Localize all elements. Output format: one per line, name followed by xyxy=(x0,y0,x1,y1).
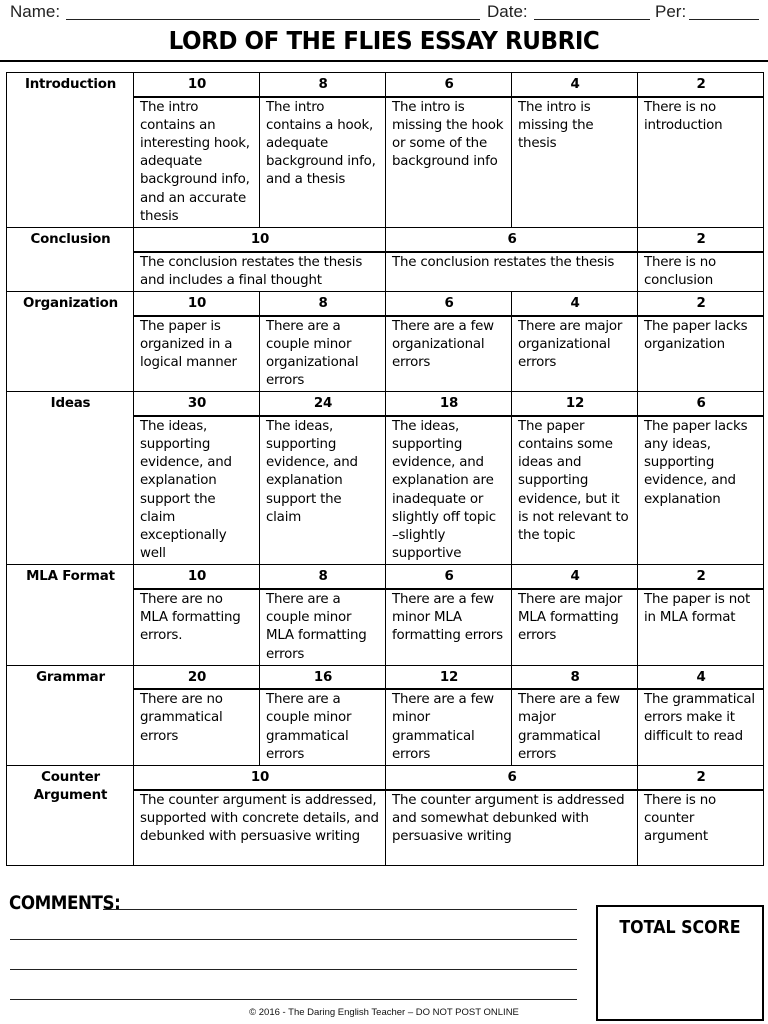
name-label: Name: xyxy=(10,2,61,21)
rubric-row-counter-argument xyxy=(7,766,764,790)
points-cell: 2 xyxy=(638,228,764,252)
comments-label: COMMENTS: xyxy=(9,892,121,914)
points-cell: 6 xyxy=(386,292,512,316)
points-cell: 16 xyxy=(260,665,386,689)
description-cell: There are no grammatical errors xyxy=(134,689,260,765)
description-cell: The paper lacks any ideas, supporting evidence, and explanation xyxy=(638,416,764,565)
description-cell: There are no MLA formatting errors. xyxy=(134,589,260,665)
points-cell: 10 xyxy=(134,766,386,790)
description-cell: The intro contains a hook, adequate background info, and a thesis xyxy=(260,97,386,228)
description-cell: There are a couple minor MLA formatting errors xyxy=(260,589,386,665)
description-cell: There are a few minor grammatical errors xyxy=(386,689,512,765)
description-cell: There is no counter argument xyxy=(638,790,764,866)
points-cell: 4 xyxy=(512,292,638,316)
copyright-footer: © 2016 - The Daring English Teacher – DO NOT POST ONLINE xyxy=(249,1007,519,1018)
points-cell: 12 xyxy=(512,392,638,416)
points-cell: 18 xyxy=(386,392,512,416)
description-cell: The counter argument is addressed and somewhat debunked with persuasive writing xyxy=(386,790,638,866)
rubric-row-introduction xyxy=(7,73,764,97)
description-cell: The counter argument is addressed, supported with concrete details, and debunked with persuasive writing xyxy=(134,790,386,866)
points-cell: 6 xyxy=(386,228,638,252)
comments-line[interactable] xyxy=(103,909,577,910)
points-cell: 6 xyxy=(638,392,764,416)
description-cell: The grammatical errors make it difficult to read xyxy=(638,689,764,765)
comments-line[interactable] xyxy=(10,999,577,1000)
description-cell: The ideas, supporting evidence, and explanation support the claim xyxy=(260,416,386,565)
total-score-box[interactable] xyxy=(596,905,764,1021)
rubric-row-mla-format xyxy=(7,565,764,589)
points-cell: 10 xyxy=(134,73,260,97)
date-label: Date: xyxy=(487,2,528,21)
description-cell: The intro is missing the thesis xyxy=(512,97,638,228)
points-cell: 12 xyxy=(386,665,512,689)
points-cell: 6 xyxy=(386,766,638,790)
points-cell: 2 xyxy=(638,565,764,589)
comments-line[interactable] xyxy=(10,969,577,970)
points-cell: 2 xyxy=(638,73,764,97)
points-cell: 10 xyxy=(134,292,260,316)
title-divider xyxy=(0,60,768,62)
rubric-row-conclusion xyxy=(7,228,764,252)
description-cell: There are a few minor MLA formatting errors xyxy=(386,589,512,665)
description-cell: The conclusion restates the thesis xyxy=(386,252,638,292)
period-field[interactable] xyxy=(689,19,759,20)
description-cell: The ideas, supporting evidence, and explanation support the claim exceptionally well xyxy=(134,416,260,565)
description-cell: There are a few organizational errors xyxy=(386,316,512,392)
rubric-row-organization xyxy=(7,292,764,316)
rubric-row-grammar xyxy=(7,665,764,689)
description-cell: The intro contains an interesting hook, adequate background info, and an accurate thesis xyxy=(134,97,260,228)
page-title: LORD OF THE FLIES ESSAY RUBRIC xyxy=(168,26,600,55)
criterion-label: Grammar xyxy=(7,665,134,765)
points-cell: 8 xyxy=(260,292,386,316)
description-cell: The paper lacks organization xyxy=(638,316,764,392)
description-cell: There are a couple minor grammatical errors xyxy=(260,689,386,765)
points-cell: 6 xyxy=(386,73,512,97)
description-cell: There are a few major grammatical errors xyxy=(512,689,638,765)
points-cell: 6 xyxy=(386,565,512,589)
description-cell: There is no conclusion xyxy=(638,252,764,292)
description-cell: The paper contains some ideas and supporting evidence, but it is not relevant to the topic xyxy=(512,416,638,565)
rubric-table xyxy=(6,72,764,866)
criterion-label: MLA Format xyxy=(7,565,134,665)
points-cell: 2 xyxy=(638,766,764,790)
points-cell: 4 xyxy=(512,565,638,589)
total-score-label: TOTAL SCORE xyxy=(619,917,741,938)
points-cell: 24 xyxy=(260,392,386,416)
student-info-header xyxy=(0,0,768,24)
criterion-label: Organization xyxy=(7,292,134,392)
rubric-row-ideas xyxy=(7,392,764,416)
description-cell: The paper is organized in a logical manner xyxy=(134,316,260,392)
points-cell: 8 xyxy=(512,665,638,689)
points-cell: 20 xyxy=(134,665,260,689)
description-cell: The conclusion restates the thesis and includes a final thought xyxy=(134,252,386,292)
points-cell: 10 xyxy=(134,565,260,589)
points-cell: 8 xyxy=(260,73,386,97)
description-cell: There are major MLA formatting errors xyxy=(512,589,638,665)
description-cell: There are a couple minor organizational errors xyxy=(260,316,386,392)
description-cell: There are major organizational errors xyxy=(512,316,638,392)
points-cell: 30 xyxy=(134,392,260,416)
criterion-label: Conclusion xyxy=(7,228,134,292)
description-cell: There is no introduction xyxy=(638,97,764,228)
points-cell: 4 xyxy=(512,73,638,97)
criterion-label: Ideas xyxy=(7,392,134,565)
description-cell: The ideas, supporting evidence, and explanation are inadequate or slightly off topic –slightly supportive xyxy=(386,416,512,565)
date-field[interactable] xyxy=(534,19,650,20)
criterion-label: Introduction xyxy=(7,73,134,228)
points-cell: 8 xyxy=(260,565,386,589)
period-label: Per: xyxy=(655,2,687,21)
description-cell: The intro is missing the hook or some of the background info xyxy=(386,97,512,228)
points-cell: 10 xyxy=(134,228,386,252)
comments-line[interactable] xyxy=(10,939,577,940)
criterion-label: Counter Argument xyxy=(7,766,134,866)
points-cell: 4 xyxy=(638,665,764,689)
name-field[interactable] xyxy=(66,19,480,20)
points-cell: 2 xyxy=(638,292,764,316)
description-cell: The paper is not in MLA format xyxy=(638,589,764,665)
